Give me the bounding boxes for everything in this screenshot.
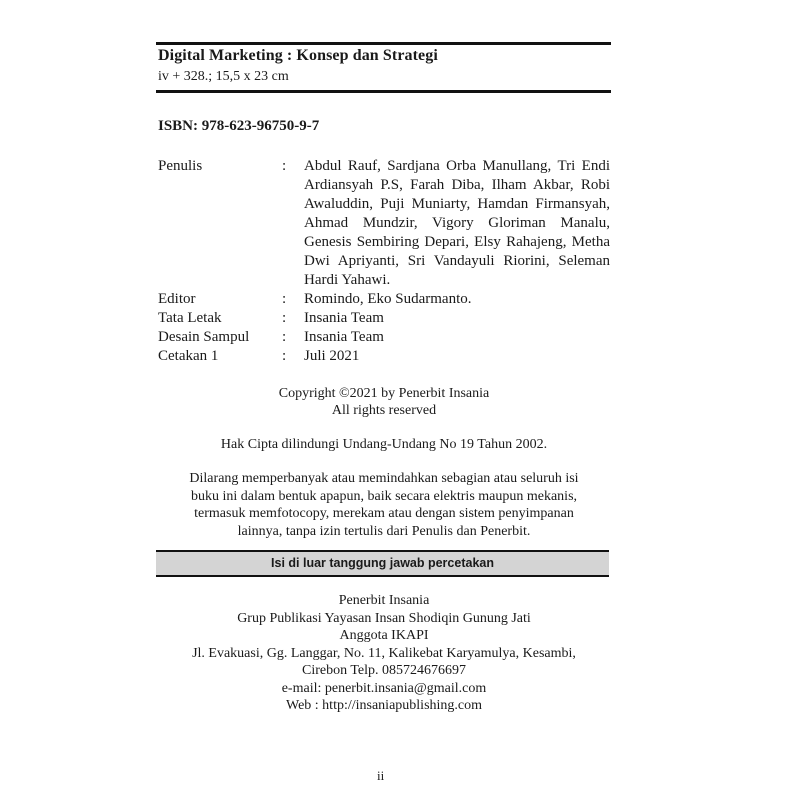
credit-colon: : <box>282 329 287 345</box>
credit-label: Tata Letak <box>158 310 222 326</box>
page-number: ii <box>377 768 385 783</box>
header-bottom-rule <box>156 90 611 93</box>
notice-line: buku ini dalam bentuk apapun, baik secara elektris maupun mekanis, <box>190 488 578 504</box>
credit-label: Desain Sampul <box>158 329 250 345</box>
publisher-group: Grup Publikasi Yayasan Insan Shodiqin Gunung Jati <box>237 610 531 626</box>
publisher-email: e-mail: penerbit.insania@gmail.com <box>281 680 487 696</box>
credit-value: Abdul Rauf, Sardjana Orba Manullang, Tri Endi Ardiansyah P.S, Farah Diba, Ilham Akbar, Robi Awaluddin, Puji Muniarty, Hamdan Firmansyah, Ahmad Mundzir, Vigory Gloriman Manalu, Genesis Sembiring Depari, Elsy Rahajeng, Metha Dwi Apriyanti, Sri Vandayuli Riorini, Seleman Hardi Yahawi. <box>304 158 610 288</box>
copyright-notice <box>158 385 610 419</box>
isbn: ISBN: 978-623-96750-9-7 <box>158 118 320 134</box>
notice-line: Dilarang memperbanyak atau memindahkan sebagian atau seluruh isi <box>189 471 579 486</box>
publisher-membership: Anggota IKAPI <box>339 628 429 643</box>
credit-colon: : <box>282 348 287 364</box>
book-spec: iv + 328.; 15,5 x 23 cm <box>158 69 289 84</box>
notice-line: termasuk memfotocopy, merekam atau dengan sistem penyimpanan <box>194 506 574 521</box>
reproduction-notice <box>158 470 610 540</box>
credit-row-penulis <box>158 157 610 290</box>
credit-value: Juli 2021 <box>304 348 360 364</box>
publisher-address: Jl. Evakuasi, Gg. Langgar, No. 11, Kalikebat Karyamulya, Kesambi, <box>192 645 576 661</box>
publisher-info <box>158 592 610 715</box>
credit-colon: : <box>282 310 287 326</box>
credit-value: Romindo, Eko Sudarmanto. <box>304 291 472 307</box>
book-title: Digital Marketing : Konsep dan Strategi <box>158 47 438 64</box>
notice-line: lainnya, tanpa izin tertulis dari Penulis dan Penerbit. <box>237 523 531 539</box>
credit-row-tata-letak <box>158 309 610 328</box>
hak-cipta-statement: Hak Cipta dilindungi Undang-Undang No 19 Tahun 2002. <box>220 437 548 452</box>
credit-colon: : <box>282 291 287 307</box>
credit-row-desain-sampul <box>158 328 610 347</box>
publisher-name: Penerbit Insania <box>338 593 430 608</box>
top-rule <box>156 42 611 45</box>
credit-row-editor <box>158 290 610 309</box>
credit-row-cetakan <box>158 347 610 366</box>
credits-list <box>158 157 610 366</box>
credit-label: Penulis <box>158 158 203 174</box>
publisher-address-city: Cirebon Telp. 085724676697 <box>301 663 467 678</box>
printing-disclaimer-banner: Isi di luar tanggung jawab percetakan <box>156 550 609 577</box>
rights-reserved-line: All rights reserved <box>331 403 437 418</box>
credit-label: Cetakan 1 <box>158 348 219 364</box>
credit-colon: : <box>282 158 287 174</box>
publisher-website: Web : http://insaniapublishing.com <box>285 698 483 713</box>
credit-label: Editor <box>158 291 196 307</box>
credit-value: Insania Team <box>304 310 384 326</box>
copyright-line: Copyright ©2021 by Penerbit Insania <box>278 386 490 401</box>
credit-value: Insania Team <box>304 329 384 345</box>
